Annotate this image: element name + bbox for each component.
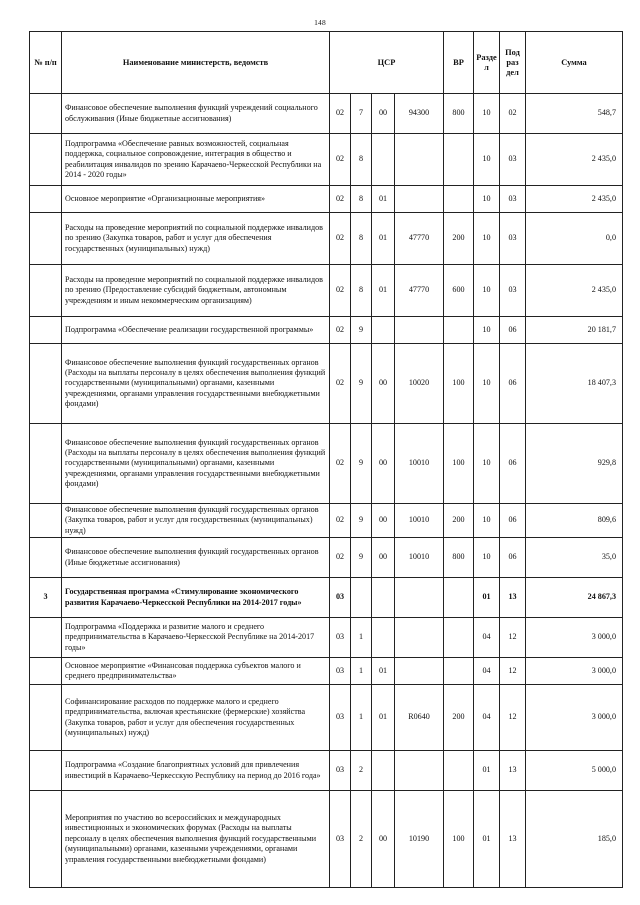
csr-subprogram: 8 xyxy=(351,134,372,186)
csr-direction: 47770 xyxy=(395,265,444,317)
row-sum: 809,6 xyxy=(526,504,623,538)
row-name: Финансовое обеспечение выполнения функций государственных органов (Расходы на выплаты персоналу в целях обеспечения выполнения функций государственными (муниципальными) органами, казенными учреждениями, органами управления государственными внебюджетными фондами) xyxy=(62,344,330,424)
csr-event: 00 xyxy=(372,538,395,578)
podrazdel-code: 06 xyxy=(500,504,526,538)
podrazdel-code: 13 xyxy=(500,791,526,888)
header-csr: ЦСР xyxy=(330,32,444,94)
table-row xyxy=(30,94,623,134)
row-name: Подпрограмма «Обеспечение равных возможностей, социальная поддержка, социальное сопровождение, интеграция в общество и реабилитация инвалидов по зрению Карачаево-Черкесской Республики на 2014 - 2020 годы» xyxy=(62,134,330,186)
csr-subprogram: 8 xyxy=(351,265,372,317)
row-name: Финансовое обеспечение выполнения функций учреждений социального обслуживания (Иные бюджетные ассигнования) xyxy=(62,94,330,134)
table-header-row xyxy=(30,32,623,94)
table-row xyxy=(30,213,623,265)
podrazdel-code: 06 xyxy=(500,538,526,578)
podrazdel-code: 13 xyxy=(500,578,526,618)
table-row xyxy=(30,658,623,685)
csr-program: 02 xyxy=(330,538,351,578)
vr-code: 200 xyxy=(444,213,474,265)
vr-code: 600 xyxy=(444,265,474,317)
csr-event xyxy=(372,618,395,658)
csr-direction: 10010 xyxy=(395,538,444,578)
razdel-code: 10 xyxy=(474,186,500,213)
row-num xyxy=(30,751,62,791)
csr-event xyxy=(372,317,395,344)
row-sum: 20 181,7 xyxy=(526,317,623,344)
csr-event xyxy=(372,578,395,618)
header-summa: Сумма xyxy=(526,32,623,94)
header-razdel: Разде л xyxy=(474,32,500,94)
row-num xyxy=(30,344,62,424)
razdel-code: 10 xyxy=(474,317,500,344)
row-sum: 35,0 xyxy=(526,538,623,578)
table-row xyxy=(30,317,623,344)
csr-program: 03 xyxy=(330,685,351,751)
csr-event: 01 xyxy=(372,213,395,265)
razdel-code: 01 xyxy=(474,578,500,618)
table-row xyxy=(30,538,623,578)
csr-subprogram: 9 xyxy=(351,424,372,504)
row-name: Финансовое обеспечение выполнения функций государственных органов (Иные бюджетные ассигнования) xyxy=(62,538,330,578)
row-sum: 2 435,0 xyxy=(526,186,623,213)
csr-event: 01 xyxy=(372,186,395,213)
csr-event: 01 xyxy=(372,685,395,751)
row-sum: 24 867,3 xyxy=(526,578,623,618)
row-name: Софинансирование расходов по поддержке малого и среднего предпринимательства, включая крестьянские (фермерские) хозяйства (Закупка товаров, работ и услуг для обеспечения государственных (муниципальных) нужд) xyxy=(62,685,330,751)
row-num xyxy=(30,94,62,134)
row-num xyxy=(30,658,62,685)
podrazdel-code: 03 xyxy=(500,213,526,265)
csr-direction xyxy=(395,317,444,344)
csr-subprogram: 9 xyxy=(351,538,372,578)
row-num xyxy=(30,504,62,538)
podrazdel-code: 06 xyxy=(500,344,526,424)
vr-code: 800 xyxy=(444,94,474,134)
csr-program: 03 xyxy=(330,578,351,618)
header-num: № п/п xyxy=(30,32,62,94)
row-sum: 2 435,0 xyxy=(526,265,623,317)
podrazdel-code: 06 xyxy=(500,317,526,344)
row-sum: 185,0 xyxy=(526,791,623,888)
table-row xyxy=(30,265,623,317)
podrazdel-code: 03 xyxy=(500,186,526,213)
csr-event: 00 xyxy=(372,424,395,504)
table-row xyxy=(30,751,623,791)
csr-subprogram: 8 xyxy=(351,186,372,213)
csr-program: 02 xyxy=(330,213,351,265)
razdel-code: 04 xyxy=(474,685,500,751)
podrazdel-code: 13 xyxy=(500,751,526,791)
razdel-code: 10 xyxy=(474,424,500,504)
table-row xyxy=(30,186,623,213)
razdel-code: 10 xyxy=(474,504,500,538)
podrazdel-code: 12 xyxy=(500,618,526,658)
row-sum: 3 000,0 xyxy=(526,685,623,751)
csr-subprogram: 1 xyxy=(351,685,372,751)
csr-subprogram: 7 xyxy=(351,94,372,134)
csr-subprogram xyxy=(351,578,372,618)
vr-code xyxy=(444,134,474,186)
vr-code: 100 xyxy=(444,424,474,504)
csr-event: 01 xyxy=(372,658,395,685)
csr-program: 03 xyxy=(330,751,351,791)
row-name: Подпрограмма «Создание благоприятных условий для привлечения инвестиций в Карачаево-Черкесскую Республику на период до 2016 года» xyxy=(62,751,330,791)
podrazdel-code: 03 xyxy=(500,265,526,317)
csr-event: 00 xyxy=(372,504,395,538)
csr-event xyxy=(372,134,395,186)
razdel-code: 01 xyxy=(474,751,500,791)
row-sum: 548,7 xyxy=(526,94,623,134)
table-row xyxy=(30,685,623,751)
vr-code xyxy=(444,751,474,791)
row-sum: 5 000,0 xyxy=(526,751,623,791)
razdel-code: 10 xyxy=(474,344,500,424)
csr-program: 02 xyxy=(330,317,351,344)
table-row xyxy=(30,504,623,538)
row-name: Государственная программа «Стимулирование экономического развития Карачаево-Черкесской Республики на 2014-2017 годы» xyxy=(62,578,330,618)
csr-subprogram: 2 xyxy=(351,791,372,888)
vr-code: 100 xyxy=(444,344,474,424)
vr-code xyxy=(444,186,474,213)
csr-direction: 10010 xyxy=(395,504,444,538)
page-number: 148 xyxy=(314,18,326,27)
row-sum: 0,0 xyxy=(526,213,623,265)
vr-code xyxy=(444,578,474,618)
csr-program: 03 xyxy=(330,618,351,658)
table-row xyxy=(30,578,623,618)
vr-code xyxy=(444,317,474,344)
podrazdel-code: 02 xyxy=(500,94,526,134)
budget-table xyxy=(29,31,623,888)
row-num xyxy=(30,685,62,751)
csr-subprogram: 1 xyxy=(351,618,372,658)
csr-direction xyxy=(395,186,444,213)
row-num xyxy=(30,213,62,265)
csr-program: 02 xyxy=(330,344,351,424)
row-sum: 929,8 xyxy=(526,424,623,504)
csr-program: 02 xyxy=(330,134,351,186)
header-vr: ВР xyxy=(444,32,474,94)
row-num xyxy=(30,134,62,186)
row-name: Финансовое обеспечение выполнения функций государственных органов (Закупка товаров, работ и услуг для государственных (муниципальных) нужд) xyxy=(62,504,330,538)
row-name: Финансовое обеспечение выполнения функций государственных органов (Расходы на выплаты персоналу в целях обеспечения выполнения функций государственными (муниципальными) органами, казенными учреждениями, органами управления государственными внебюджетными фондами) xyxy=(62,424,330,504)
table-row xyxy=(30,134,623,186)
csr-program: 03 xyxy=(330,658,351,685)
csr-program: 02 xyxy=(330,265,351,317)
row-num xyxy=(30,186,62,213)
row-num: 3 xyxy=(30,578,62,618)
razdel-code: 01 xyxy=(474,791,500,888)
csr-subprogram: 8 xyxy=(351,213,372,265)
csr-subprogram: 1 xyxy=(351,658,372,685)
row-sum: 3 000,0 xyxy=(526,618,623,658)
row-num xyxy=(30,791,62,888)
row-sum: 18 407,3 xyxy=(526,344,623,424)
podrazdel-code: 12 xyxy=(500,658,526,685)
razdel-code: 04 xyxy=(474,618,500,658)
row-sum: 3 000,0 xyxy=(526,658,623,685)
podrazdel-code: 06 xyxy=(500,424,526,504)
row-name: Основное мероприятие «Финансовая поддержка субъектов малого и среднего предпринимательства» xyxy=(62,658,330,685)
row-num xyxy=(30,618,62,658)
csr-event: 00 xyxy=(372,344,395,424)
csr-program: 03 xyxy=(330,791,351,888)
header-name: Наименование министерств, ведомств xyxy=(62,32,330,94)
csr-program: 02 xyxy=(330,424,351,504)
razdel-code: 10 xyxy=(474,134,500,186)
csr-direction xyxy=(395,134,444,186)
csr-program: 02 xyxy=(330,504,351,538)
csr-event: 01 xyxy=(372,265,395,317)
csr-subprogram: 9 xyxy=(351,344,372,424)
table-body xyxy=(30,94,623,888)
csr-direction: 10020 xyxy=(395,344,444,424)
row-name: Мероприятия по участию во всероссийских и международных инвестиционных и экономических форумах (Расходы на выплаты персоналу в целях обеспечения выполнения функций государственными (муниципальными) органами, казенными учреждениями, органами управления государственными внебюджетными фондами) xyxy=(62,791,330,888)
csr-direction: 47770 xyxy=(395,213,444,265)
csr-event: 00 xyxy=(372,94,395,134)
row-num xyxy=(30,424,62,504)
csr-direction: R0640 xyxy=(395,685,444,751)
razdel-code: 04 xyxy=(474,658,500,685)
row-name: Расходы на проведение мероприятий по социальной поддержке инвалидов по зрению (Закупка товаров, работ и услуг для обеспечения государственных (муниципальных) нужд) xyxy=(62,213,330,265)
header-podrazdel: Под раз дел xyxy=(500,32,526,94)
row-name: Основное мероприятие «Организационные мероприятия» xyxy=(62,186,330,213)
vr-code: 800 xyxy=(444,538,474,578)
csr-direction xyxy=(395,658,444,685)
csr-direction xyxy=(395,618,444,658)
razdel-code: 10 xyxy=(474,213,500,265)
vr-code: 200 xyxy=(444,685,474,751)
row-name: Расходы на проведение мероприятий по социальной поддержке инвалидов по зрению (Предоставление субсидий бюджетным, автономным учреждениям и иным некоммерческим организациям) xyxy=(62,265,330,317)
row-num xyxy=(30,265,62,317)
csr-subprogram: 2 xyxy=(351,751,372,791)
razdel-code: 10 xyxy=(474,265,500,317)
table-row xyxy=(30,618,623,658)
csr-event xyxy=(372,751,395,791)
csr-direction xyxy=(395,751,444,791)
csr-program: 02 xyxy=(330,186,351,213)
table-row xyxy=(30,791,623,888)
csr-direction xyxy=(395,578,444,618)
podrazdel-code: 12 xyxy=(500,685,526,751)
csr-direction: 10190 xyxy=(395,791,444,888)
razdel-code: 10 xyxy=(474,538,500,578)
row-sum: 2 435,0 xyxy=(526,134,623,186)
row-name: Подпрограмма «Обеспечение реализации государственной программы» xyxy=(62,317,330,344)
csr-event: 00 xyxy=(372,791,395,888)
csr-subprogram: 9 xyxy=(351,317,372,344)
table-row xyxy=(30,424,623,504)
row-num xyxy=(30,317,62,344)
csr-subprogram: 9 xyxy=(351,504,372,538)
vr-code: 200 xyxy=(444,504,474,538)
podrazdel-code: 03 xyxy=(500,134,526,186)
razdel-code: 10 xyxy=(474,94,500,134)
csr-direction: 94300 xyxy=(395,94,444,134)
row-name: Подпрограмма «Поддержка и развитие малого и среднего предпринимательства в Карачаево-Черкесской Республике на 2014-2017 годы» xyxy=(62,618,330,658)
row-num xyxy=(30,538,62,578)
table-row xyxy=(30,344,623,424)
vr-code xyxy=(444,658,474,685)
csr-direction: 10010 xyxy=(395,424,444,504)
csr-program: 02 xyxy=(330,94,351,134)
vr-code: 100 xyxy=(444,791,474,888)
vr-code xyxy=(444,618,474,658)
